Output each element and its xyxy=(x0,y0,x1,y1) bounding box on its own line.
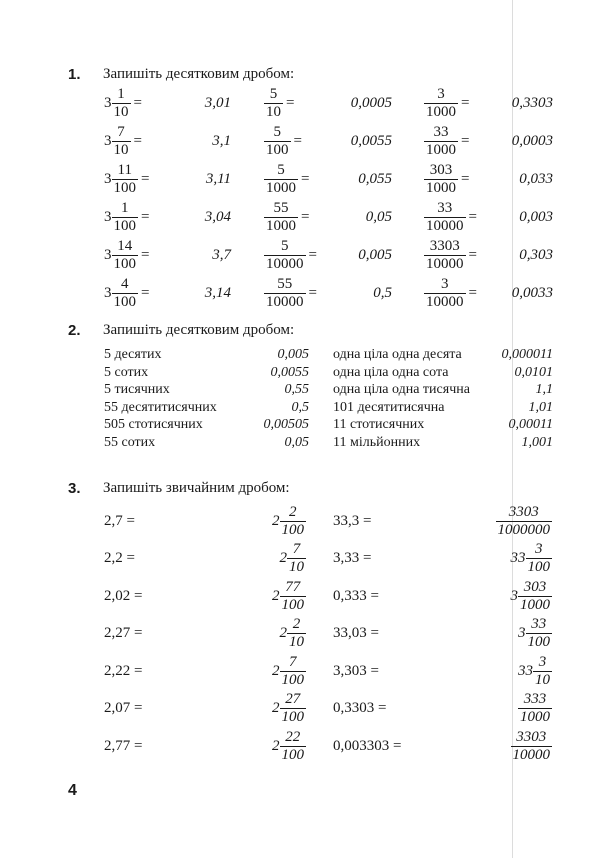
ex1-answer: 0,0003 xyxy=(511,132,553,149)
equals-sign: = xyxy=(308,246,317,263)
ex3-number: 3. xyxy=(68,480,81,497)
fraction xyxy=(280,691,307,726)
fraction-numerator: 5 xyxy=(277,161,285,178)
fraction xyxy=(424,276,466,311)
whole-part: 2 xyxy=(279,550,287,566)
ex1-expression xyxy=(264,236,317,274)
whole-part: 2 xyxy=(272,700,280,716)
fraction-denominator: 1000 xyxy=(426,141,456,158)
fraction-numerator: 33 xyxy=(433,123,449,140)
ex1-answer: 0,303 xyxy=(519,246,553,263)
fraction xyxy=(496,504,553,539)
whole-part: 2 xyxy=(272,662,280,679)
fraction-denominator: 100 xyxy=(113,179,136,196)
fraction xyxy=(424,86,458,121)
fraction xyxy=(526,616,553,651)
fraction-numerator: 1 xyxy=(121,199,129,216)
ex3-answer xyxy=(272,690,306,728)
fraction-numerator: 77 xyxy=(285,578,301,595)
fraction xyxy=(264,124,291,159)
fraction-denominator: 100 xyxy=(281,521,304,538)
fraction-denominator: 100 xyxy=(266,141,289,158)
fraction-denominator: 100 xyxy=(281,709,304,725)
ex2-phrase: 101 десятитисячна xyxy=(333,399,445,415)
ex3-answer xyxy=(518,615,552,653)
ex3-decimal: 2,77 = xyxy=(104,737,143,754)
fraction-denominator: 10 xyxy=(535,671,550,688)
ex3-decimal: 2,2 = xyxy=(104,550,135,566)
fraction-numerator: 3303 xyxy=(429,237,460,254)
equals-sign: = xyxy=(461,94,470,111)
ex1-expression xyxy=(424,84,469,122)
ex1-answer: 0,0055 xyxy=(350,132,392,149)
whole-part: 33 xyxy=(510,550,526,566)
equals-sign: = xyxy=(301,208,310,225)
whole-part: 3 xyxy=(104,170,112,187)
equals-sign: = xyxy=(141,170,150,187)
fraction xyxy=(112,276,139,311)
fraction-numerator: 3303 xyxy=(508,503,539,520)
fraction-denominator: 10 xyxy=(113,103,129,120)
equals-sign: = xyxy=(308,284,317,301)
ex1-expression xyxy=(264,198,309,236)
ex2-answer: 0,00505 xyxy=(263,417,309,432)
fraction-denominator: 10000 xyxy=(266,293,304,310)
ex2-phrase: одна ціла одна тисячна xyxy=(333,382,470,397)
ex2-phrase: 11 стотисячних xyxy=(333,417,425,432)
ex2-answer: 0,000011 xyxy=(501,347,553,362)
mixed-number xyxy=(272,691,306,726)
ex1-answer: 3,04 xyxy=(204,208,231,225)
ex1-answer: 0,05 xyxy=(365,208,392,225)
fraction-numerator: 2 xyxy=(292,616,301,632)
fraction xyxy=(112,86,131,121)
fraction xyxy=(424,162,458,197)
ex3-decimal: 0,333 = xyxy=(333,587,379,604)
ex2-phrase: 11 мільйонних xyxy=(333,434,421,450)
equals-sign: = xyxy=(468,284,477,301)
fraction-denominator: 10000 xyxy=(426,217,464,234)
ex2-answer: 0,005 xyxy=(277,347,309,362)
ex1-answer: 3,7 xyxy=(212,246,231,263)
ex3-title: Запишіть звичайним дробом: xyxy=(103,480,290,496)
ex3-answer xyxy=(280,540,307,578)
fraction-denominator: 1000 xyxy=(520,709,550,725)
ex3-decimal: 33,3 = xyxy=(333,512,372,529)
fraction-denominator: 100 xyxy=(281,596,304,613)
fraction xyxy=(264,200,298,235)
ex3-answer xyxy=(511,540,553,578)
fraction xyxy=(264,276,306,311)
mixed-number xyxy=(280,541,307,576)
ex1-expression xyxy=(424,198,477,236)
fraction-numerator: 11 xyxy=(117,161,132,178)
ex3-answer xyxy=(272,727,306,765)
equals-sign: = xyxy=(468,208,477,225)
fraction-numerator: 3 xyxy=(441,275,449,292)
fraction-denominator: 1000 xyxy=(426,179,456,196)
fraction-numerator: 333 xyxy=(523,691,547,707)
whole-part: 3 xyxy=(104,94,112,111)
ex1-expression xyxy=(264,84,294,122)
ex2-answer: 0,55 xyxy=(284,382,309,397)
whole-part: 3 xyxy=(510,587,518,604)
ex2-phrase: 5 тисячних xyxy=(104,382,170,397)
fraction-numerator: 7 xyxy=(292,541,301,557)
whole-part: 3 xyxy=(104,246,112,263)
ex1-expression xyxy=(104,198,149,236)
fraction xyxy=(264,162,298,197)
ex3-decimal: 0,003303 = xyxy=(333,737,402,754)
fraction-denominator: 100 xyxy=(113,217,136,234)
ex3-answer xyxy=(511,727,553,765)
whole-part: 3 xyxy=(518,625,526,641)
fraction-numerator: 14 xyxy=(117,237,133,254)
fraction-numerator: 4 xyxy=(121,275,129,292)
ex1-answer: 0,0033 xyxy=(511,284,553,301)
ex3-decimal: 2,02 = xyxy=(104,587,143,604)
ex3-decimal: 3,303 = xyxy=(333,662,379,679)
fraction-denominator: 10 xyxy=(289,559,304,575)
ex3-answer xyxy=(272,502,306,540)
ex1-answer: 0,0005 xyxy=(350,94,392,111)
ex2-answer: 1,1 xyxy=(535,382,553,397)
fraction-denominator: 100 xyxy=(113,255,136,272)
ex3-decimal: 3,33 = xyxy=(333,550,372,566)
mixed-number xyxy=(511,579,553,614)
ex1-expression xyxy=(424,160,469,198)
fraction-denominator: 100 xyxy=(281,746,304,763)
ex1-expression xyxy=(104,122,142,160)
fraction-numerator: 1 xyxy=(117,85,125,102)
mixed-number xyxy=(511,541,553,576)
ex2-answer: 1,01 xyxy=(528,399,553,415)
ex2-phrase: 5 десятих xyxy=(104,347,162,362)
ex3-decimal: 2,22 = xyxy=(104,662,143,679)
fraction xyxy=(424,124,458,159)
fraction-denominator: 10 xyxy=(289,634,304,650)
mixed-number xyxy=(511,729,553,764)
ex1-expression xyxy=(424,122,469,160)
fraction xyxy=(287,616,306,651)
equals-sign: = xyxy=(293,132,302,149)
ex2-phrase: 5 сотих xyxy=(104,364,149,380)
ex1-expression xyxy=(104,84,142,122)
fraction-numerator: 303 xyxy=(429,161,453,178)
fraction-numerator: 7 xyxy=(289,653,297,670)
fraction-numerator: 3 xyxy=(538,653,547,670)
ex1-title: Запишіть десятковим дробом: xyxy=(103,66,295,82)
mixed-number xyxy=(496,504,553,539)
fraction-numerator: 33 xyxy=(437,199,453,216)
ex2-answer: 1,001 xyxy=(521,434,553,450)
ex3-decimal: 2,07 = xyxy=(104,700,143,716)
whole-part: 3 xyxy=(104,208,112,225)
ex1-expression xyxy=(104,236,149,274)
fraction-numerator: 2 xyxy=(289,503,297,520)
ex2-answer: 0,5 xyxy=(291,399,309,415)
ex1-expression xyxy=(104,160,149,198)
fraction xyxy=(264,238,306,273)
mixed-number xyxy=(518,654,552,689)
fraction xyxy=(533,654,552,689)
fraction-denominator: 1000 xyxy=(426,103,456,120)
fraction-denominator: 1000 xyxy=(266,179,296,196)
fraction-numerator: 5 xyxy=(281,237,289,254)
ex2-phrase: одна ціла одна сота xyxy=(333,364,449,380)
fraction xyxy=(511,729,553,764)
fraction-numerator: 5 xyxy=(269,85,278,102)
mixed-number xyxy=(518,616,552,651)
ex1-expression xyxy=(264,160,309,198)
fraction-denominator: 10000 xyxy=(266,255,304,272)
equals-sign: = xyxy=(133,132,142,149)
fraction xyxy=(518,691,552,726)
fraction-denominator: 100 xyxy=(281,671,304,688)
fraction xyxy=(112,200,139,235)
ex3-decimal: 2,7 = xyxy=(104,512,135,529)
fraction xyxy=(424,200,466,235)
equals-sign: = xyxy=(301,170,310,187)
ex3-answer xyxy=(518,652,552,690)
mixed-number xyxy=(280,616,307,651)
mixed-number xyxy=(518,691,552,726)
ex3-decimal: 0,3303 = xyxy=(333,700,387,716)
ex1-answer: 3,1 xyxy=(212,132,231,149)
fraction-numerator: 5 xyxy=(273,123,281,140)
fraction xyxy=(424,238,466,273)
whole-part: 33 xyxy=(518,662,533,679)
ex2-number: 2. xyxy=(68,322,81,339)
equals-sign: = xyxy=(461,170,470,187)
fraction-denominator: 10000 xyxy=(426,293,464,310)
fraction-numerator: 303 xyxy=(523,578,547,595)
fraction-numerator: 27 xyxy=(285,691,301,707)
ex2-answer: 0,05 xyxy=(284,434,309,450)
fraction-denominator: 100 xyxy=(527,559,550,575)
ex3-answer xyxy=(272,652,306,690)
ex3-answer xyxy=(496,502,553,540)
ex3-answer xyxy=(518,690,552,728)
ex1-expression xyxy=(264,274,317,312)
fraction-numerator: 55 xyxy=(273,199,289,216)
fraction xyxy=(518,579,552,614)
ex2-answer: 0,0101 xyxy=(514,364,553,380)
ex1-answer: 0,005 xyxy=(358,246,392,263)
fraction-denominator: 10 xyxy=(113,141,129,158)
fraction xyxy=(287,541,306,576)
ex2-phrase: одна ціла одна десята xyxy=(333,347,462,362)
fraction-denominator: 10000 xyxy=(512,746,550,763)
fraction-denominator: 100 xyxy=(527,634,550,650)
ex1-answer: 0,055 xyxy=(358,170,392,187)
fraction-numerator: 55 xyxy=(277,275,293,292)
fraction xyxy=(280,654,307,689)
ex1-expression xyxy=(424,274,477,312)
fraction-numerator: 7 xyxy=(117,123,125,140)
ex1-answer: 0,5 xyxy=(373,284,392,301)
fraction-numerator: 33 xyxy=(531,616,547,632)
equals-sign: = xyxy=(141,284,150,301)
whole-part: 2 xyxy=(272,737,280,754)
whole-part: 3 xyxy=(104,132,112,149)
fraction xyxy=(112,162,139,197)
ex1-answer: 0,033 xyxy=(519,170,553,187)
fraction xyxy=(526,541,553,576)
ex3-decimal: 2,27 = xyxy=(104,625,143,641)
ex1-answer: 0,3303 xyxy=(511,94,553,111)
ex3-decimal: 33,03 = xyxy=(333,625,379,641)
fraction-numerator: 3 xyxy=(535,541,543,557)
mixed-number xyxy=(272,654,306,689)
fraction-denominator: 1000 xyxy=(520,596,550,613)
ex2-title: Запишіть десятковим дробом: xyxy=(103,322,295,338)
equals-sign: = xyxy=(141,208,150,225)
equals-sign: = xyxy=(133,94,142,111)
fraction xyxy=(264,86,283,121)
whole-part: 2 xyxy=(272,587,280,604)
mixed-number xyxy=(272,729,306,764)
fraction-denominator: 100 xyxy=(113,293,136,310)
ex2-answer: 0,0055 xyxy=(270,364,309,380)
ex1-answer: 3,14 xyxy=(204,284,231,301)
whole-part: 3 xyxy=(104,284,112,301)
fraction xyxy=(112,238,139,273)
equals-sign: = xyxy=(141,246,150,263)
ex1-expression xyxy=(424,236,477,274)
mixed-number xyxy=(272,504,306,539)
fraction-denominator: 10000 xyxy=(426,255,464,272)
fraction xyxy=(280,729,307,764)
fraction-numerator: 3303 xyxy=(516,728,547,745)
fraction-numerator: 22 xyxy=(285,728,301,745)
fraction xyxy=(280,504,307,539)
ex1-answer: 3,01 xyxy=(204,94,231,111)
ex1-expression xyxy=(264,122,302,160)
fraction xyxy=(112,124,131,159)
mixed-number xyxy=(272,579,306,614)
page-number: 4 xyxy=(68,782,77,799)
ex2-phrase: 505 стотисячних xyxy=(104,417,203,432)
ex3-answer xyxy=(272,577,306,615)
fraction-denominator: 1000000 xyxy=(497,521,550,538)
fraction-denominator: 1000 xyxy=(266,217,296,234)
fraction xyxy=(280,579,307,614)
ex2-phrase: 55 десятитисячних xyxy=(104,399,217,415)
equals-sign: = xyxy=(461,132,470,149)
ex2-phrase: 55 сотих xyxy=(104,434,156,450)
equals-sign: = xyxy=(468,246,477,263)
ex3-answer xyxy=(511,577,553,615)
ex1-answer: 3,11 xyxy=(205,170,231,187)
equals-sign: = xyxy=(286,94,295,111)
whole-part: 2 xyxy=(272,512,280,529)
ex3-answer xyxy=(280,615,307,653)
ex1-number: 1. xyxy=(68,66,81,83)
fraction-denominator: 10 xyxy=(266,103,281,120)
ex2-answer: 0,00011 xyxy=(508,417,553,432)
ex1-expression xyxy=(104,274,149,312)
ex1-answer: 0,003 xyxy=(519,208,553,225)
whole-part: 2 xyxy=(279,625,287,641)
fraction-numerator: 3 xyxy=(437,85,445,102)
